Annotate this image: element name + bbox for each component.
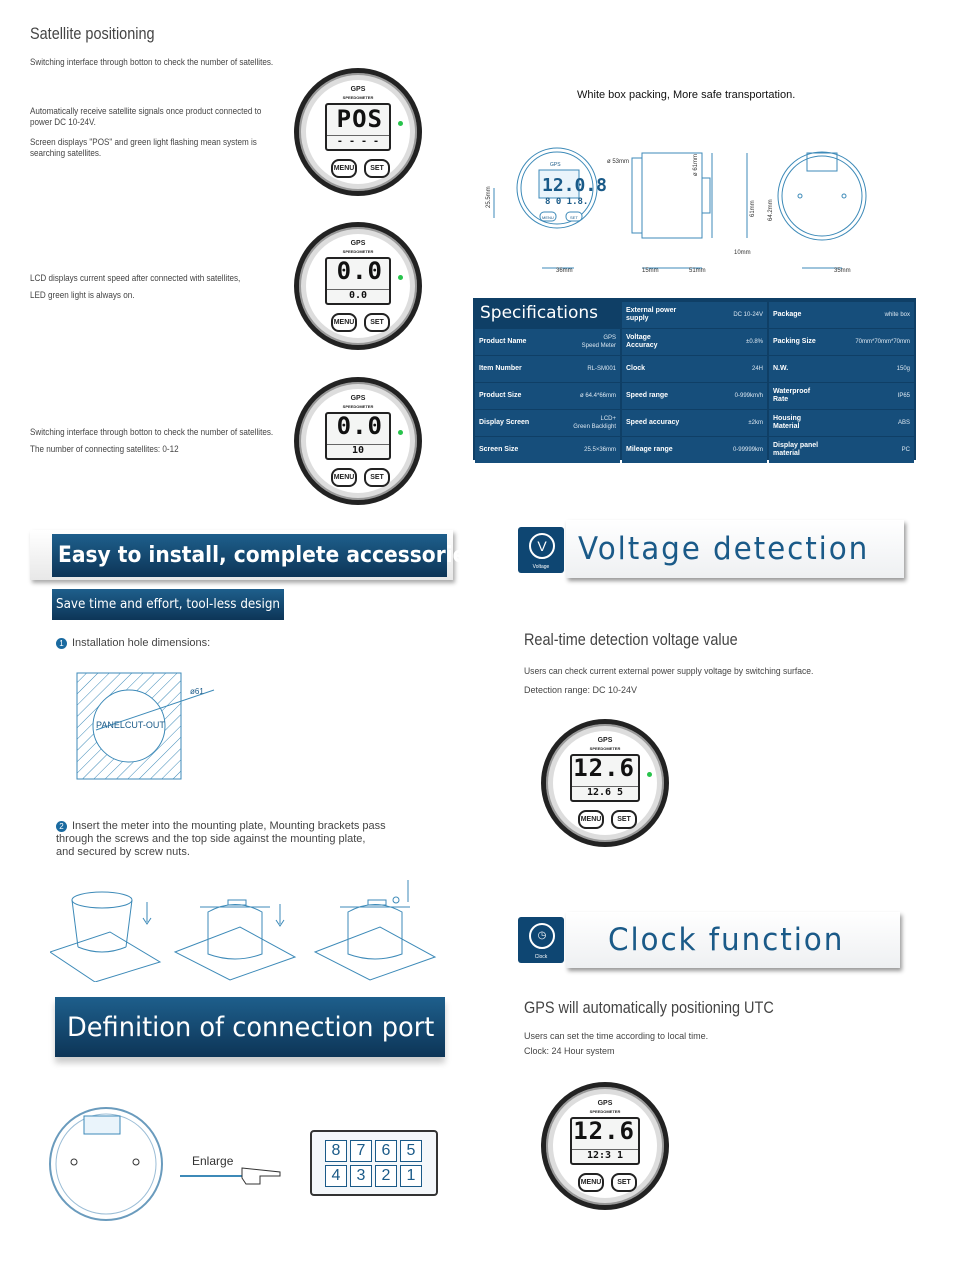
clock-badge <box>518 917 564 963</box>
spec-value: LCD+ Green Backlight <box>573 415 616 430</box>
pin-2: 2 <box>375 1165 397 1187</box>
gauge-lcd <box>325 412 391 460</box>
spec-cell <box>622 437 767 463</box>
dimension-drawing-brand: GPS <box>550 162 561 168</box>
spec-value: RL-SM001 <box>587 365 616 372</box>
gauge-main-readout: 12.6 <box>573 1117 635 1145</box>
spec-value: PC <box>901 446 910 453</box>
connection-banner-title: Definition of connection port <box>67 1012 435 1043</box>
dim-61b: 61mm <box>750 200 756 217</box>
spec-value: 150g <box>896 365 910 372</box>
gauge-main-readout: 0.0 <box>336 412 383 440</box>
gauge-type: SPEEDOMETER <box>342 95 374 100</box>
install-step1 <box>56 637 210 649</box>
spec-cell <box>769 329 914 355</box>
panel-cutout-label: PANELCUT-OUT <box>96 720 165 730</box>
dim-35: 35mm <box>834 268 851 274</box>
spec-key: Speed range <box>626 391 669 399</box>
spec-value: 25.5×36mm <box>584 446 616 453</box>
spec-value: ±2km <box>748 419 763 426</box>
dim-51: 51mm <box>689 268 706 274</box>
gauge-set-button: SET <box>611 1173 637 1192</box>
spec-key: Screen Size <box>479 445 519 453</box>
gauge-lcd <box>325 257 391 305</box>
gauge-set-button: SET <box>611 810 637 829</box>
enlarge-label: Enlarge <box>192 1154 234 1168</box>
satellite-desc1-line2: power DC 10-24V. <box>30 117 96 127</box>
satellite-desc3-line1: LCD displays current speed after connected with satellites, <box>30 273 241 283</box>
gauge-type: SPEEDOMETER <box>589 1109 621 1114</box>
gauge-lcd <box>325 103 391 151</box>
panel-cutout-dim: ø61 <box>190 687 204 696</box>
step1-number: 1 <box>56 638 67 649</box>
spec-key: Clock <box>626 364 646 372</box>
spec-heading: Specifications <box>480 303 599 323</box>
spec-value: white box <box>884 311 910 318</box>
gauge-pos <box>294 68 422 196</box>
gauge-clock <box>541 1082 669 1210</box>
pin-4: 4 <box>325 1165 347 1187</box>
connector-pinout <box>310 1130 438 1196</box>
spec-cell <box>769 383 914 409</box>
spec-cell <box>475 356 620 382</box>
dim-15: 15mm <box>642 268 659 274</box>
spec-key: Package <box>773 310 802 318</box>
gauge-lcd <box>570 754 640 802</box>
spec-key: Housing Material <box>773 414 801 430</box>
gauge-brand: GPS <box>597 737 613 744</box>
spec-cell <box>769 437 914 463</box>
spec-table <box>473 298 916 460</box>
spec-value: ø 64.4*66mm <box>579 392 616 399</box>
spec-cell <box>769 410 914 436</box>
gauge-type: SPEEDOMETER <box>342 404 374 409</box>
satellite-desc2-line2: searching satellites. <box>30 148 102 158</box>
spec-cell <box>622 410 767 436</box>
spec-cell <box>622 302 767 328</box>
gauge-led <box>398 430 403 435</box>
packing-title: White box packing, More safe transportation. <box>577 89 796 101</box>
spec-value: ±0.8% <box>746 338 763 345</box>
gauge-sub-readout: 0.0 <box>327 289 389 301</box>
spec-value: GPS Speed Meter <box>581 334 616 349</box>
dim-25: 25.5mm <box>486 186 492 208</box>
spec-cell <box>475 329 620 355</box>
gauge-type: SPEEDOMETER <box>342 249 374 254</box>
clock-line1: Users can set the time according to local time. <box>524 1031 709 1041</box>
spec-key: Voltage Accuracy <box>626 333 658 349</box>
dim-61: ø 61mm <box>693 153 699 176</box>
voltage-icon: V <box>529 533 555 559</box>
spec-value: 24H <box>751 365 763 372</box>
dimension-drawing-menu: MENU <box>542 215 554 220</box>
clock-line2: Clock: 24 Hour system <box>524 1046 615 1056</box>
voltage-badge <box>518 527 564 573</box>
step1-text: Installation hole dimensions: <box>72 637 211 649</box>
install-step2 <box>56 820 386 859</box>
spec-cell <box>475 437 620 463</box>
gauge-led <box>398 121 403 126</box>
satellite-desc4-line2: The number of connecting satellites: 0-12 <box>30 444 179 454</box>
gauge-sub-readout: 12.6 5 <box>572 786 638 798</box>
voltage-badge-caption: Voltage <box>532 564 550 570</box>
gauge-menu-button: MENU <box>331 159 357 178</box>
satellite-title: Satellite positioning <box>30 24 155 43</box>
pin-3: 3 <box>350 1165 372 1187</box>
dim-10: 10mm <box>734 250 751 256</box>
gauge-set-button: SET <box>364 159 390 178</box>
satellite-desc1 <box>30 106 261 128</box>
spec-key: External power supply <box>626 306 677 322</box>
voltage-header <box>566 520 904 578</box>
dim-64: 64.2mm <box>768 199 774 221</box>
dim-diameter: ø 53mm <box>607 159 630 165</box>
spec-cell <box>475 410 620 436</box>
pin-5: 5 <box>400 1140 422 1162</box>
voltage-line2: Detection range: DC 10-24V <box>524 685 638 695</box>
install-banner-title: Easy to install, complete accessories <box>58 543 479 568</box>
gauge-brand: GPS <box>350 395 366 402</box>
spec-key: Packing Size <box>773 337 816 345</box>
dimension-drawing <box>482 118 912 278</box>
gauge-led <box>398 275 403 280</box>
spec-cell <box>769 356 914 382</box>
clock-badge-caption: Clock <box>534 954 548 960</box>
satellite-desc2-line1: Screen displays "POS" and green light flashing mean system is <box>30 137 257 147</box>
dimension-drawing-set: SET <box>570 215 578 220</box>
dimension-drawing-subreadout: 8 0 1.8. <box>545 197 589 207</box>
clock-header <box>566 912 900 968</box>
clock-sub: GPS will automatically positioning UTC <box>524 998 774 1017</box>
spec-key: Product Size <box>479 391 522 399</box>
clock-icon: ◷ <box>529 923 555 949</box>
gauge-sub-readout: 10 <box>327 444 389 456</box>
spec-key: N.W. <box>773 364 789 372</box>
install-sub-banner <box>52 589 284 620</box>
gauge-set-button: SET <box>364 468 390 487</box>
dim-36: 36mm <box>556 268 573 274</box>
spec-value: 70mm*70mm*70mm <box>855 338 910 345</box>
spec-value: 0-999km/h <box>734 392 763 399</box>
spec-key: Speed accuracy <box>626 418 680 426</box>
dimension-drawing-readout: 12.0.8 <box>542 175 608 196</box>
step2-number: 2 <box>56 821 67 832</box>
gauge-sub-readout: 12:3 1 <box>572 1149 638 1161</box>
install-banner <box>52 534 479 577</box>
spec-key: Display panel material <box>773 441 819 457</box>
pin-7: 7 <box>350 1140 372 1162</box>
gauge-main-readout: 0.0 <box>336 257 383 285</box>
spec-cell <box>622 356 767 382</box>
spec-value: ABS <box>897 419 910 426</box>
gauge-main-readout: 12.6 <box>573 754 635 782</box>
gauge-menu-button: MENU <box>578 810 604 829</box>
gauge-voltage <box>541 719 669 847</box>
spec-value: DC 10-24V <box>733 311 763 318</box>
step2-line3: and secured by screw nuts. <box>56 846 190 858</box>
gauge-menu-button: MENU <box>331 468 357 487</box>
gauge-led <box>647 772 652 777</box>
pin-1: 1 <box>400 1165 422 1187</box>
gauge-menu-button: MENU <box>578 1173 604 1192</box>
satellite-desc3-line2: LED green light is always on. <box>30 290 135 300</box>
pointing-hand-icon <box>180 1162 285 1187</box>
voltage-heading: Voltage detection <box>578 531 870 567</box>
spec-key: Waterproof Rate <box>773 387 811 403</box>
gauge-speed <box>294 222 422 350</box>
gauge-set-button: SET <box>364 313 390 332</box>
mounting-steps-drawing <box>50 872 440 982</box>
voltage-line1: Users can check current external power supply voltage by switching surface. <box>524 666 814 676</box>
gauge-menu-button: MENU <box>331 313 357 332</box>
spec-key: Mileage range <box>626 445 673 453</box>
satellite-desc2 <box>30 137 257 159</box>
spec-value: IP65 <box>897 392 910 399</box>
pin-6: 6 <box>375 1140 397 1162</box>
connection-banner <box>55 997 445 1057</box>
satellite-desc1-line1: Automatically receive satellite signals once product connected to <box>30 106 262 116</box>
satellite-desc3 <box>30 270 240 304</box>
spec-key: Display Screen <box>479 418 530 426</box>
satellite-desc4 <box>30 424 273 458</box>
step2-line2: through the screws and the top side against the mounting plate, <box>56 833 366 845</box>
install-sub-title: Save time and effort, tool-less design <box>56 597 281 612</box>
spec-cell <box>622 329 767 355</box>
satellite-subtitle: Switching interface through botton to check the number of satellites. <box>30 57 274 67</box>
gauge-lcd <box>570 1117 640 1165</box>
panel-cutout-drawing <box>76 672 226 782</box>
spec-cell <box>475 383 620 409</box>
clock-heading: Clock function <box>608 922 845 958</box>
connection-back-drawing <box>46 1104 166 1224</box>
gauge-satellites <box>294 377 422 505</box>
spec-cell <box>622 383 767 409</box>
satellite-desc4-line1: Switching interface through botton to check the number of satellites. <box>30 427 274 437</box>
voltage-sub: Real-time detection voltage value <box>524 630 738 649</box>
gauge-brand: GPS <box>350 240 366 247</box>
spec-key: Item Number <box>479 364 522 372</box>
spec-key: Product Name <box>479 337 527 345</box>
pin-8: 8 <box>325 1140 347 1162</box>
gauge-brand: GPS <box>597 1100 613 1107</box>
gauge-brand: GPS <box>350 86 366 93</box>
install-banner-wrap <box>30 530 479 580</box>
step2-line1: Insert the meter into the mounting plate, Mounting brackets pass <box>72 820 386 832</box>
gauge-type: SPEEDOMETER <box>589 746 621 751</box>
gauge-main-readout: POS <box>336 105 383 133</box>
spec-value: 0-99999km <box>732 446 763 453</box>
gauge-sub-readout: - - - - <box>327 135 389 147</box>
spec-cell <box>769 302 914 328</box>
